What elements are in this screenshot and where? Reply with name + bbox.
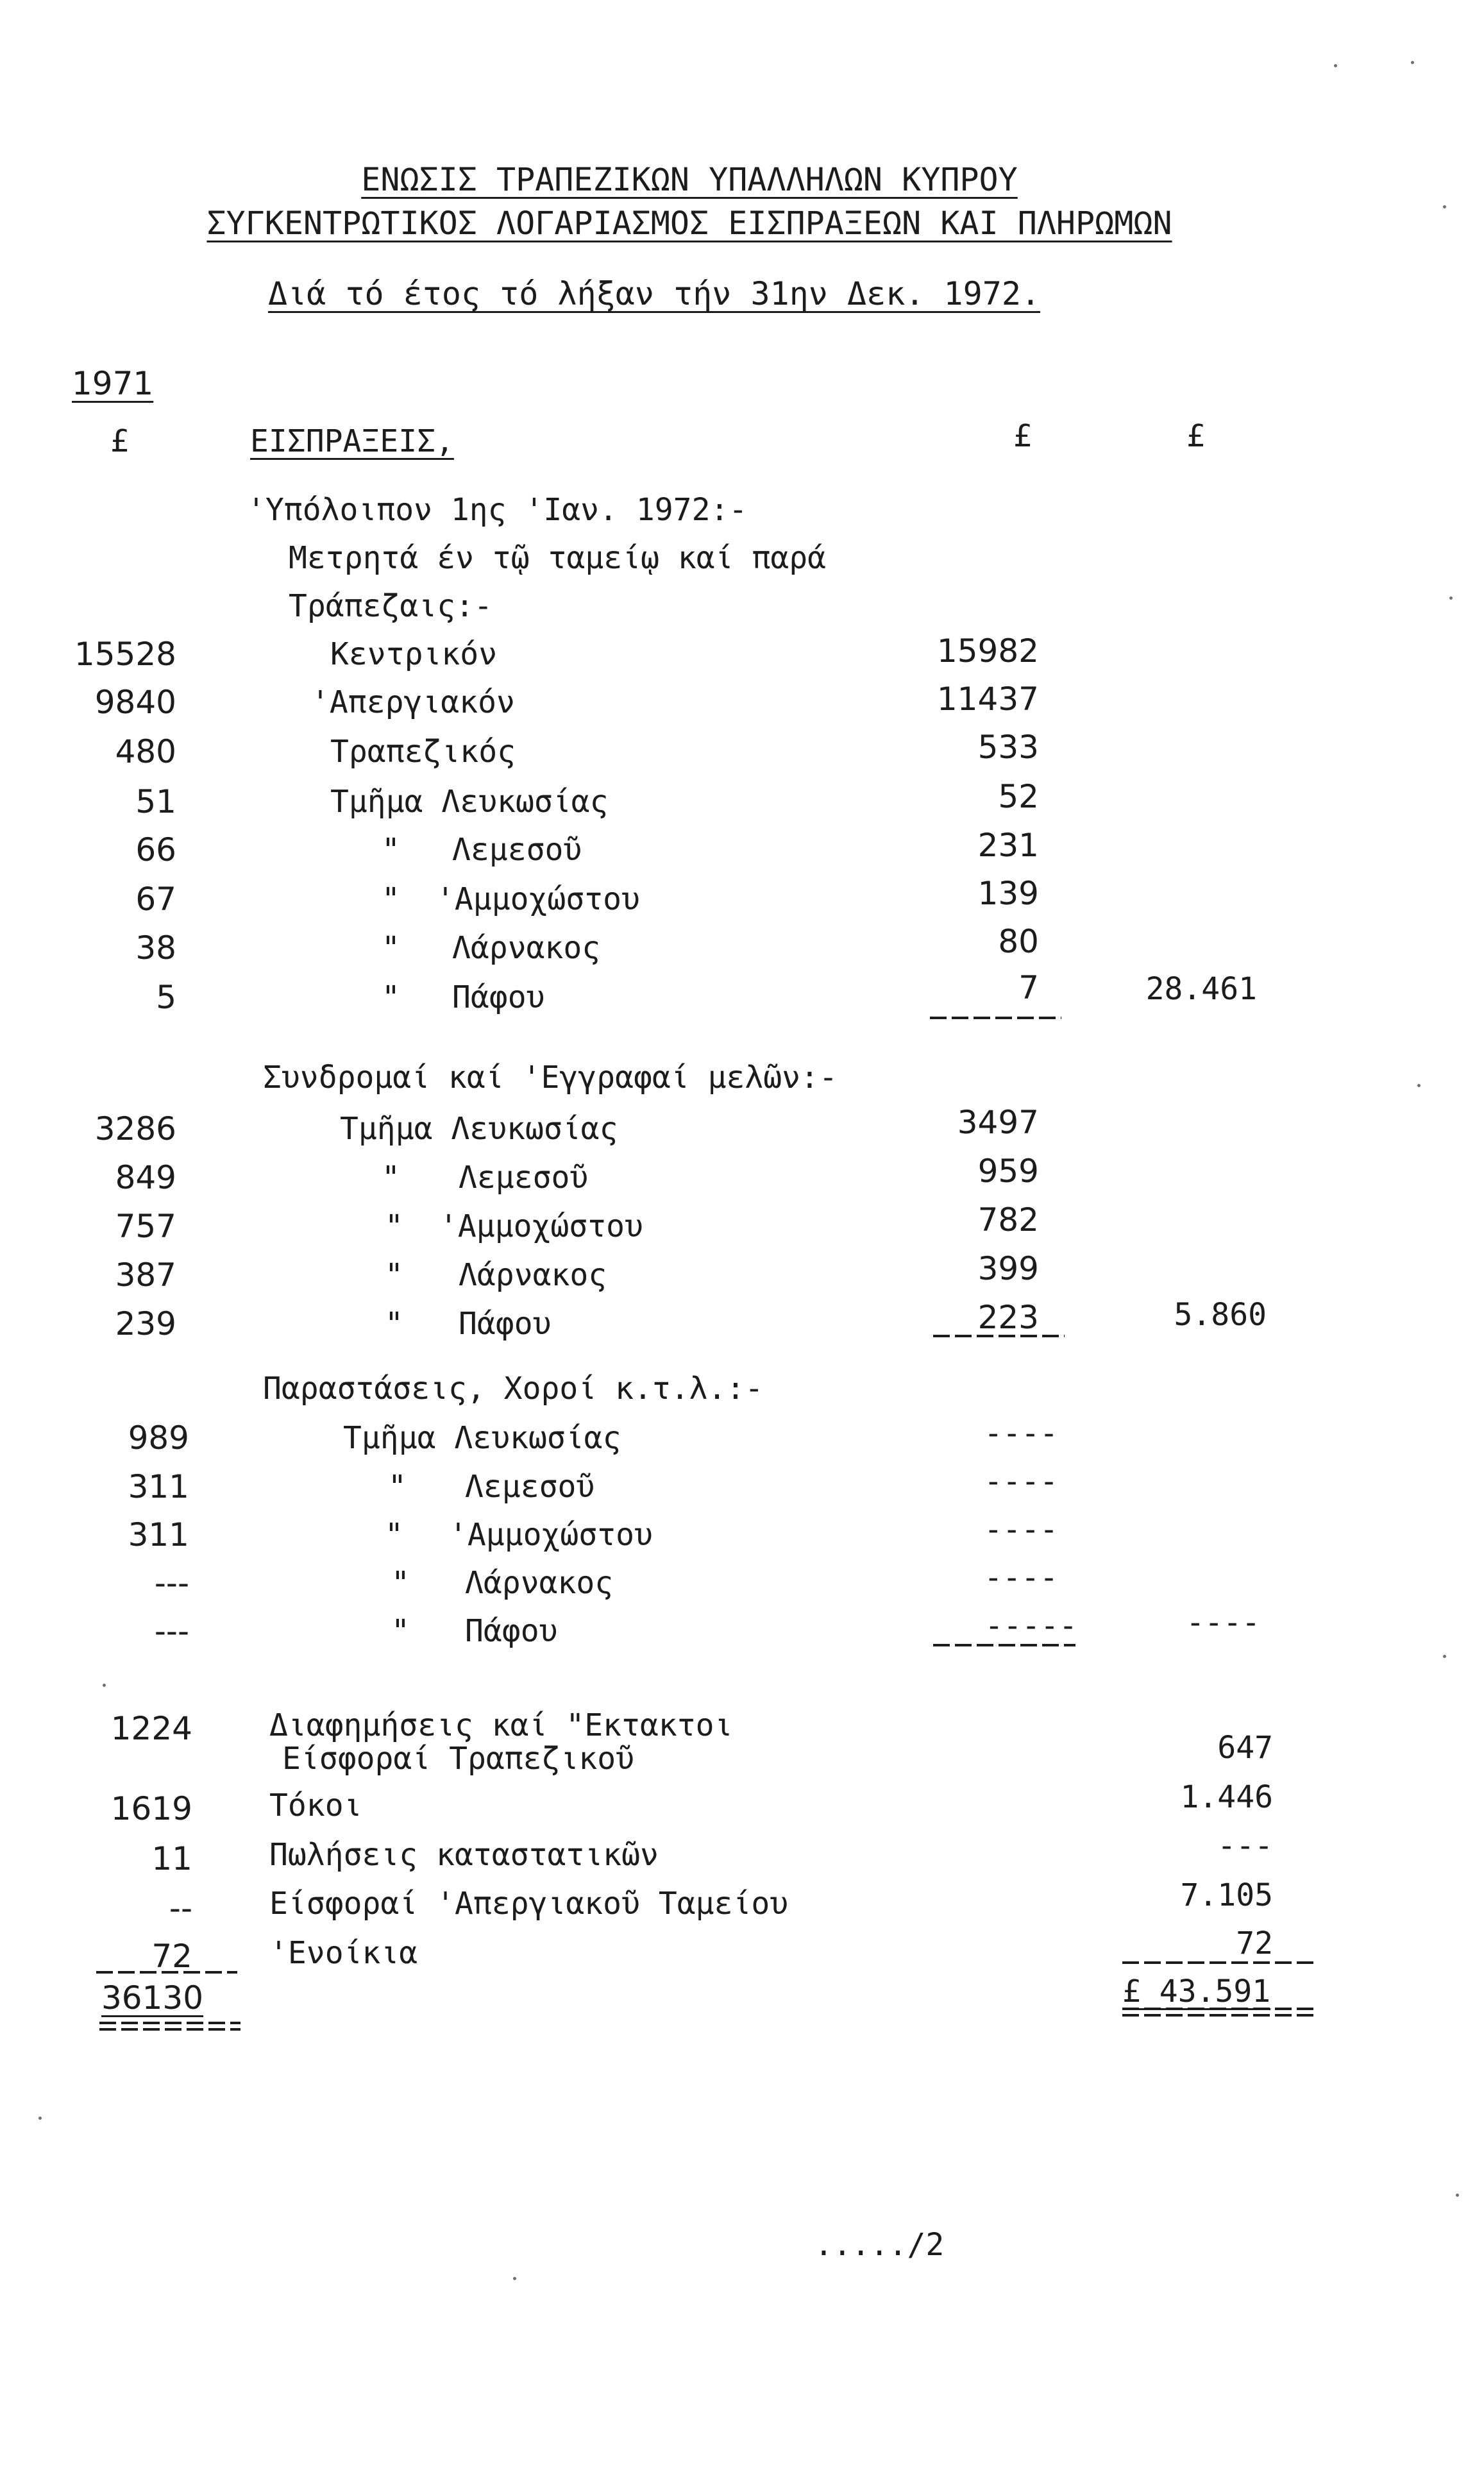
prev-year-currency: £: [110, 423, 129, 459]
balance-subtotal-rule: [930, 1015, 1065, 1021]
scan-speck: [103, 1684, 106, 1687]
ditto-mark: ": [391, 1613, 410, 1649]
row-label: Τμῆμα Λευκωσίας: [340, 1111, 618, 1147]
row-amount: 3497: [957, 1104, 1039, 1141]
row-amount: 533: [977, 729, 1039, 766]
prev-amount: 67: [135, 881, 176, 918]
row-label: Τραπεζικός: [330, 734, 516, 770]
row-total: 647: [1217, 1730, 1273, 1766]
row-label: 'Αμμοχώστου: [439, 1208, 643, 1244]
row-label: Λεμεσοῦ: [465, 1469, 595, 1505]
prev-amount: 51: [135, 783, 176, 820]
prev-amount: 38: [135, 929, 176, 967]
heading-statement-title: ΣΥΓΚΕΝΤΡΩΤΙΚΟΣ ΛΟΓΑΡΙΑΣΜΟΣ ΕΙΣΠΡΑΞΕΩΝ ΚΑΙ ΠΛΗΡΩΜΩΝ: [207, 205, 1172, 242]
scan-speck: [513, 2277, 516, 2280]
row-label: Λάρνακος: [465, 1565, 614, 1601]
scan-speck: [1443, 1655, 1446, 1658]
row-total: 7.105: [1180, 1877, 1273, 1913]
row-label: Πάφου: [452, 979, 545, 1015]
prev-amount: ---: [154, 1564, 189, 1602]
ditto-mark: ": [385, 1306, 403, 1342]
row-label: 'Ενοίκια: [269, 1935, 418, 1971]
row-amount: 231: [977, 827, 1039, 864]
prev-amount: 15528: [74, 636, 176, 673]
row-amount: 80: [998, 923, 1039, 960]
row-amount: 11437: [936, 681, 1039, 718]
ditto-mark: ": [385, 1517, 403, 1553]
prev-amount: 989: [128, 1419, 189, 1457]
heading-period: Διά τό έτος τό λήξαν τήν 31ην Δεκ. 1972.: [267, 275, 1041, 312]
prev-amount: 11: [151, 1840, 192, 1877]
row-amount: 139: [977, 875, 1039, 912]
scan-speck: [1417, 1084, 1421, 1087]
scan-speck: [1443, 205, 1446, 208]
row-label: Λάρνακος: [452, 930, 601, 966]
scan-speck: [1411, 61, 1414, 64]
prev-amount: ---: [154, 1612, 189, 1650]
row-total: 1.446: [1180, 1779, 1273, 1815]
prev-amount: --: [169, 1890, 192, 1927]
row-label: Τόκοι: [269, 1788, 362, 1823]
balance-total: 28.461: [1145, 971, 1257, 1007]
prev-amount: 849: [115, 1159, 176, 1196]
performances-total: ----: [1186, 1605, 1260, 1641]
prev-amount: 66: [135, 831, 176, 868]
ditto-mark: ": [382, 881, 400, 917]
prev-amount: 9840: [94, 684, 176, 721]
ditto-mark: ": [382, 930, 400, 966]
ditto-mark: ": [385, 1257, 403, 1293]
row-label: Πάφου: [465, 1613, 558, 1649]
row-amount: 15982: [936, 632, 1039, 670]
subscriptions-total: 5.860: [1174, 1297, 1267, 1333]
prev-amount: 757: [115, 1208, 176, 1245]
row-total: ---: [1217, 1828, 1273, 1864]
prev-amount: 5: [156, 979, 176, 1016]
subscriptions-title: Συνδρομαί καί 'Εγγραφαί μελῶν:-: [263, 1060, 838, 1095]
prev-year-header: 1971: [72, 365, 154, 402]
row-label: 'Απεργιακόν: [311, 684, 515, 720]
performances-title: Παραστάσεις, Χοροί κ.τ.λ.:-: [263, 1371, 764, 1407]
ditto-mark: ": [385, 1208, 403, 1244]
amount-currency-header: £: [1013, 418, 1032, 454]
row-amount: 52: [998, 778, 1039, 815]
scan-speck: [1449, 596, 1453, 600]
row-label: Πάφου: [459, 1306, 552, 1342]
balance-subtitle-banks: Τράπεζαις:-: [289, 588, 493, 624]
prev-amount: 311: [128, 1516, 189, 1553]
row-label: 'Αμμοχώστου: [449, 1517, 653, 1553]
heading-union-name: ΕΝΩΣΙΣ ΤΡΑΠΕΖΙΚΩΝ ΥΠΑΛΛΗΛΩΝ ΚΥΠΡΟΥ: [361, 161, 1018, 198]
grand-total-prev: 36130: [101, 1979, 204, 2017]
receipts-section-title: ΕΙΣΠΡΑΞΕΙΣ,: [250, 423, 454, 459]
subscriptions-subtotal-rule: [933, 1333, 1068, 1339]
row-label: Είσφοραί 'Απεργιακοῦ Ταμείου: [269, 1886, 789, 1922]
row-amount: ----: [984, 1560, 1058, 1596]
ditto-mark: ": [382, 979, 400, 1015]
row-amount: ----: [984, 1416, 1058, 1451]
row-amount: ----: [984, 1464, 1058, 1500]
balance-title: 'Υπόλοιπον 1ης 'Ιαν. 1972:-: [247, 492, 748, 528]
balance-subtitle-cash: Μετρητά έν τῷ ταμείῳ καί παρά: [289, 540, 827, 576]
prev-amount: 1619: [110, 1790, 192, 1827]
row-label: Διαφημήσεις καί "Εκτακτοι: [269, 1707, 733, 1743]
row-label: Λεμεσοῦ: [459, 1160, 589, 1196]
grand-total-current: £ 43.591: [1122, 1974, 1271, 2009]
row-amount: 782: [977, 1201, 1039, 1239]
total-currency-header: £: [1186, 418, 1205, 454]
prev-amount: 72: [151, 1938, 192, 1975]
ditto-mark: ": [388, 1469, 407, 1505]
prev-amount: 3286: [94, 1110, 176, 1147]
row-amount: 7: [1018, 969, 1039, 1006]
prev-amount: 1224: [110, 1710, 192, 1747]
prev-column-rule: [96, 1969, 250, 1975]
row-label: 'Αμμοχώστου: [436, 881, 640, 917]
prev-amount: 311: [128, 1468, 189, 1505]
row-label: Τμῆμα Λευκωσίας: [343, 1420, 621, 1456]
row-label-continued: Είσφοραί Τραπεζικοῦ: [282, 1741, 635, 1777]
row-amount: -----: [984, 1608, 1077, 1644]
grand-total-prev-double-rule: [99, 2020, 247, 2033]
performances-subtotal-rule: [933, 1642, 1081, 1648]
scan-speck: [38, 2117, 42, 2120]
prev-amount: 480: [115, 733, 176, 770]
scan-speck: [1456, 2194, 1459, 2197]
total-column-rule: [1122, 1959, 1321, 1966]
row-label: Πωλήσεις καταστατικῶν: [269, 1837, 659, 1873]
scan-speck: [1334, 64, 1337, 67]
page-continuation-marker: ...../2: [814, 2227, 945, 2263]
row-label: Λάρνακος: [459, 1257, 607, 1293]
ditto-mark: ": [391, 1565, 410, 1601]
row-amount: 959: [977, 1153, 1039, 1190]
row-amount: 399: [977, 1250, 1039, 1287]
row-label: Τμῆμα Λευκωσίας: [330, 784, 609, 820]
row-label: Λεμεσοῦ: [452, 832, 582, 868]
row-label: Κεντρικόν: [330, 636, 498, 672]
grand-total-current-double-rule: [1122, 2006, 1321, 2019]
ditto-mark: ": [382, 832, 400, 868]
row-total: 72: [1236, 1925, 1273, 1961]
ditto-mark: ": [382, 1160, 400, 1196]
row-amount: ----: [984, 1512, 1058, 1548]
prev-amount: 239: [115, 1305, 176, 1342]
prev-amount: 387: [115, 1256, 176, 1294]
row-amount: 223: [977, 1299, 1039, 1336]
